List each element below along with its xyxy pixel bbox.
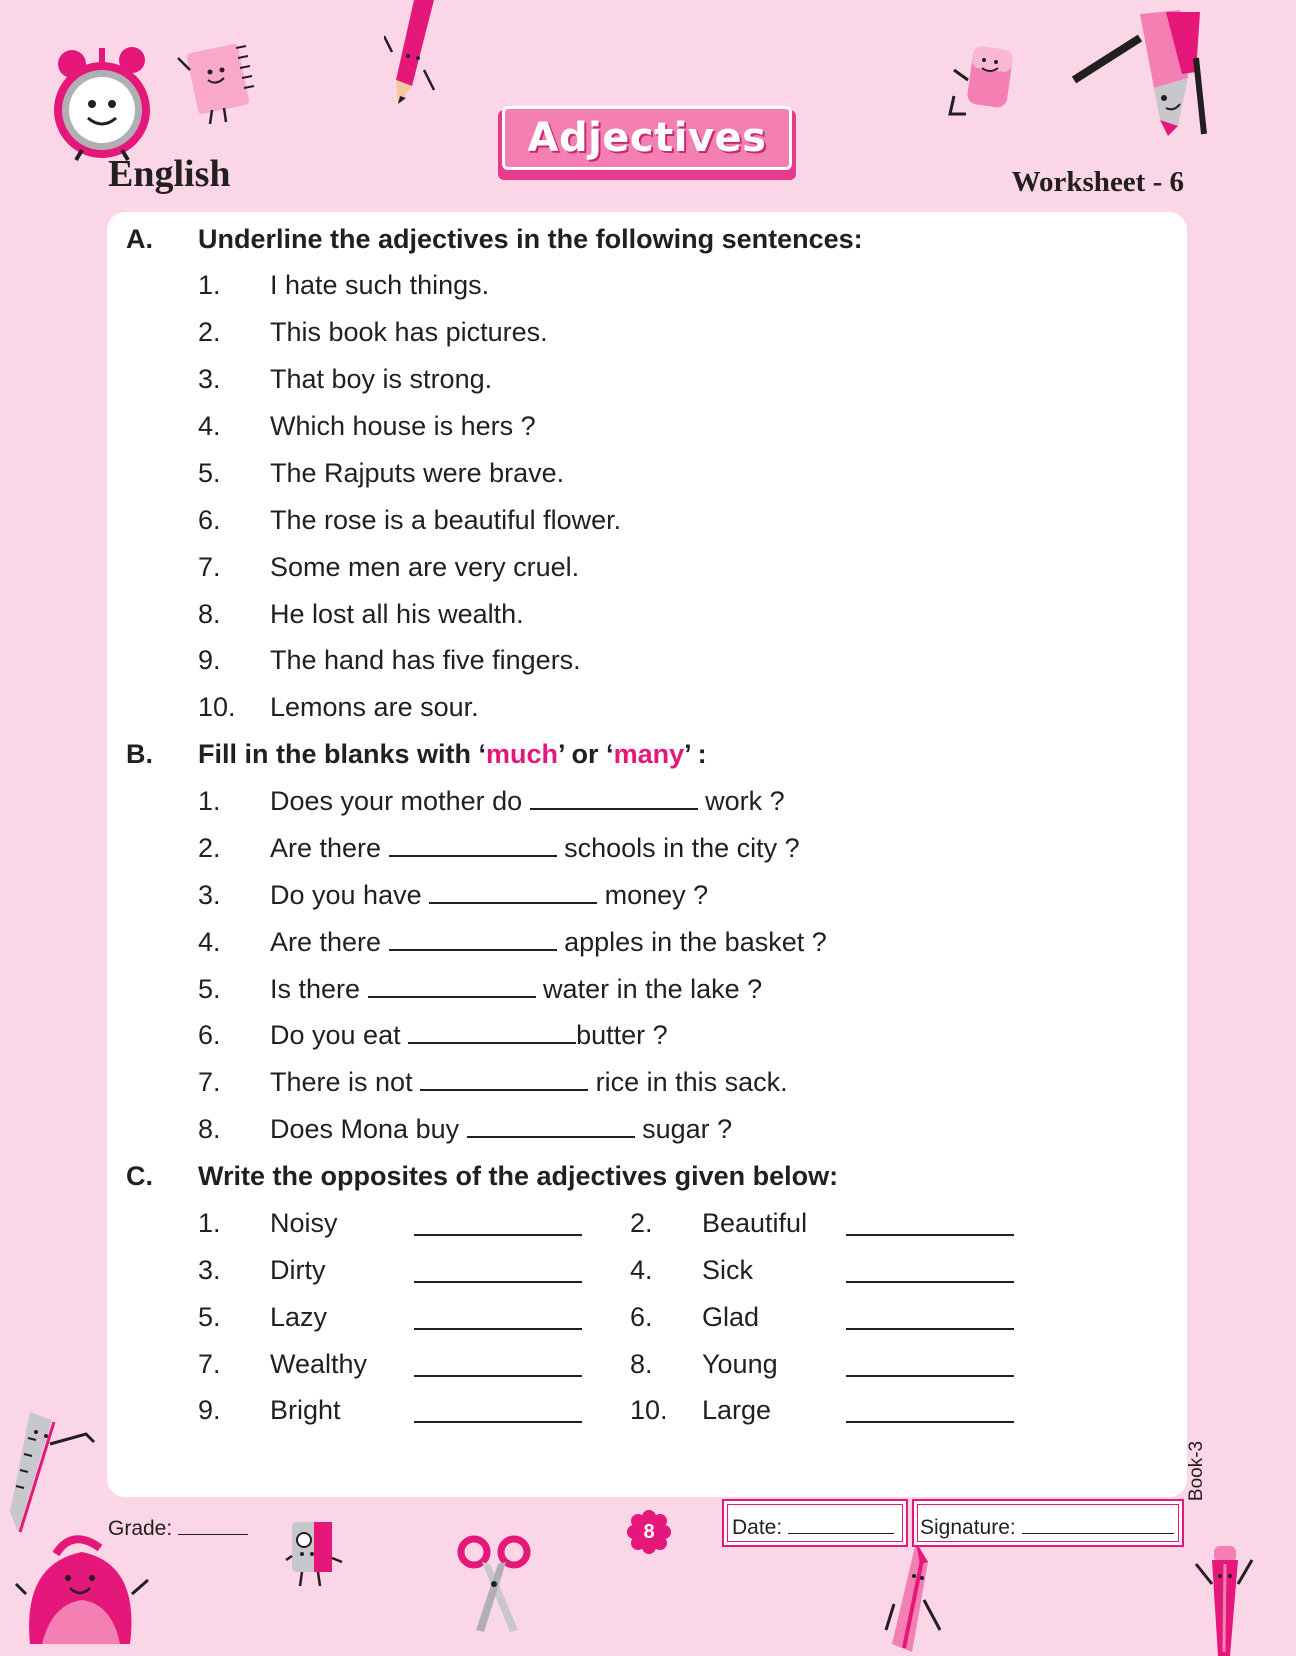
item-number: 4. bbox=[198, 927, 221, 957]
title-banner bbox=[502, 106, 792, 170]
item-sentence bbox=[270, 1065, 788, 1099]
answer-blank[interactable] bbox=[389, 831, 557, 857]
book-label bbox=[1186, 1436, 1208, 1506]
item-number: 2. bbox=[198, 317, 221, 347]
item-number: 6. bbox=[630, 1302, 653, 1332]
sentence-start: Are there bbox=[270, 833, 389, 863]
item-number: 9. bbox=[198, 645, 221, 675]
item-sentence: He lost all his wealth. bbox=[270, 599, 524, 629]
section-letter: B. bbox=[126, 739, 153, 769]
item-sentence bbox=[270, 1112, 732, 1146]
item-sentence: This book has pictures. bbox=[270, 317, 548, 347]
sentence-end: apples in the basket ? bbox=[556, 927, 827, 957]
eraser-character-icon bbox=[946, 40, 1026, 120]
item-sentence bbox=[270, 784, 785, 818]
sentence-start: Do you eat bbox=[270, 1020, 409, 1050]
answer-blank[interactable] bbox=[368, 972, 536, 998]
answer-blank[interactable] bbox=[389, 925, 557, 951]
item-number: 1. bbox=[198, 1208, 221, 1238]
date-input-line[interactable] bbox=[788, 1515, 894, 1534]
sentence-start: Does your mother do bbox=[270, 786, 530, 816]
item-number: 6. bbox=[198, 1020, 221, 1050]
item-number: 3. bbox=[198, 1255, 221, 1285]
item-number: 8. bbox=[198, 1114, 221, 1144]
sentence-end: money ? bbox=[597, 880, 709, 910]
date-box bbox=[722, 1499, 908, 1547]
ruler-pencil-character-icon bbox=[1070, 8, 1210, 138]
answer-blank[interactable] bbox=[414, 1397, 582, 1423]
item-sentence bbox=[270, 831, 800, 865]
answer-blank[interactable] bbox=[846, 1257, 1014, 1283]
item-sentence: The rose is a beautiful flower. bbox=[270, 505, 622, 535]
ruler-character-icon bbox=[6, 1408, 96, 1538]
item-word: Lazy bbox=[270, 1302, 328, 1332]
item-sentence: The hand has five fingers. bbox=[270, 645, 581, 675]
item-number: 3. bbox=[198, 364, 221, 394]
section-instruction: Write the opposites of the adjectives given below: bbox=[198, 1161, 839, 1191]
section-instruction: Underline the adjectives in the following sentences: bbox=[198, 224, 863, 254]
sentence-start: There is not bbox=[270, 1067, 421, 1097]
crayon-character-icon bbox=[884, 1540, 954, 1652]
item-sentence: That boy is strong. bbox=[270, 364, 493, 394]
item-number: 4. bbox=[630, 1255, 653, 1285]
signature-box bbox=[912, 1499, 1184, 1547]
item-number: 2. bbox=[630, 1208, 653, 1238]
answer-blank[interactable] bbox=[846, 1397, 1014, 1423]
sentence-end: water in the lake ? bbox=[535, 974, 763, 1004]
item-number: 8. bbox=[630, 1349, 653, 1379]
sharpener-character-icon bbox=[284, 1520, 346, 1590]
answer-blank[interactable] bbox=[846, 1351, 1014, 1377]
subject-label: English bbox=[108, 153, 231, 195]
sentence-end: work ? bbox=[697, 786, 785, 816]
item-word: Young bbox=[702, 1349, 778, 1379]
item-word: Beautiful bbox=[702, 1208, 808, 1238]
signature-input-line[interactable] bbox=[1022, 1515, 1174, 1534]
section-letter: C. bbox=[126, 1161, 153, 1191]
item-number: 9. bbox=[198, 1395, 221, 1425]
date-field bbox=[732, 1515, 894, 1540]
item-sentence bbox=[270, 1018, 668, 1052]
sentence-start: Is there bbox=[270, 974, 368, 1004]
alarm-clock-icon bbox=[52, 44, 152, 162]
item-number: 7. bbox=[198, 552, 221, 582]
page-number: 8 bbox=[643, 1520, 655, 1543]
instruction-end: ’ : bbox=[684, 739, 707, 769]
item-number: 1. bbox=[198, 270, 221, 300]
item-number: 7. bbox=[198, 1067, 221, 1097]
item-number: 6. bbox=[198, 505, 221, 535]
sentence-start: Does Mona buy bbox=[270, 1114, 467, 1144]
item-word: Noisy bbox=[270, 1208, 338, 1238]
notebook-character-icon bbox=[176, 40, 256, 126]
keyword-much: much bbox=[486, 739, 559, 769]
book-label-text: Book-3 bbox=[1186, 1440, 1207, 1502]
worksheet-number: Worksheet - 6 bbox=[1011, 166, 1184, 198]
item-number: 7. bbox=[198, 1349, 221, 1379]
item-number: 4. bbox=[198, 411, 221, 441]
item-word: Glad bbox=[702, 1302, 760, 1332]
item-sentence bbox=[270, 925, 827, 959]
answer-blank[interactable] bbox=[846, 1304, 1014, 1330]
page-title: Adjectives bbox=[527, 115, 767, 161]
pencil-character-icon bbox=[384, 0, 446, 112]
sentence-end: butter ? bbox=[576, 1020, 668, 1050]
backpack-character-icon bbox=[12, 1524, 152, 1656]
answer-blank[interactable] bbox=[420, 1065, 588, 1091]
item-sentence: The Rajputs were brave. bbox=[270, 458, 565, 488]
date-label: Date: bbox=[732, 1516, 783, 1539]
item-word: Bright bbox=[270, 1395, 341, 1425]
pen-character-icon bbox=[1190, 1540, 1260, 1656]
item-number: 1. bbox=[198, 786, 221, 816]
sentence-start: Do you have bbox=[270, 880, 430, 910]
answer-blank[interactable] bbox=[467, 1112, 635, 1138]
item-word: Sick bbox=[702, 1255, 754, 1285]
item-number: 2. bbox=[198, 833, 221, 863]
sentence-end: rice in this sack. bbox=[588, 1067, 788, 1097]
item-word: Large bbox=[702, 1395, 772, 1425]
item-number: 5. bbox=[198, 974, 221, 1004]
answer-blank[interactable] bbox=[408, 1018, 576, 1044]
signature-label: Signature: bbox=[920, 1516, 1016, 1539]
item-sentence: Lemons are sour. bbox=[270, 692, 479, 722]
item-sentence: I hate such things. bbox=[270, 270, 490, 300]
item-number: 5. bbox=[198, 458, 221, 488]
item-number: 8. bbox=[198, 599, 221, 629]
keyword-many: many bbox=[613, 739, 685, 769]
sentence-start: Are there bbox=[270, 927, 389, 957]
section-letter: A. bbox=[126, 224, 153, 254]
signature-field bbox=[920, 1515, 1174, 1540]
answer-blank[interactable] bbox=[414, 1210, 582, 1236]
item-number: 10. bbox=[198, 692, 236, 722]
item-word: Dirty bbox=[270, 1255, 326, 1285]
section-instruction bbox=[198, 737, 707, 771]
instruction-start: Fill in the blanks with ‘ bbox=[198, 739, 487, 769]
answer-blank[interactable] bbox=[414, 1351, 582, 1377]
answer-blank[interactable] bbox=[414, 1304, 582, 1330]
instruction-mid: ’ or ‘ bbox=[558, 739, 614, 769]
scissors-icon bbox=[456, 1534, 534, 1634]
grade-label: Grade: bbox=[108, 1517, 173, 1540]
answer-blank[interactable] bbox=[846, 1210, 1014, 1236]
item-sentence bbox=[270, 972, 762, 1006]
item-sentence: Some men are very cruel. bbox=[270, 552, 580, 582]
item-sentence: Which house is hers ? bbox=[270, 411, 536, 441]
item-number: 10. bbox=[630, 1395, 668, 1425]
item-word: Wealthy bbox=[270, 1349, 368, 1379]
sentence-end: schools in the city ? bbox=[556, 833, 800, 863]
item-sentence bbox=[270, 878, 708, 912]
item-number: 3. bbox=[198, 880, 221, 910]
answer-blank[interactable] bbox=[414, 1257, 582, 1283]
answer-blank[interactable] bbox=[429, 878, 597, 904]
grade-input-line[interactable] bbox=[178, 1516, 248, 1535]
grade-field bbox=[108, 1516, 248, 1541]
sentence-end: sugar ? bbox=[634, 1114, 733, 1144]
answer-blank[interactable] bbox=[530, 784, 698, 810]
item-number: 5. bbox=[198, 1302, 221, 1332]
